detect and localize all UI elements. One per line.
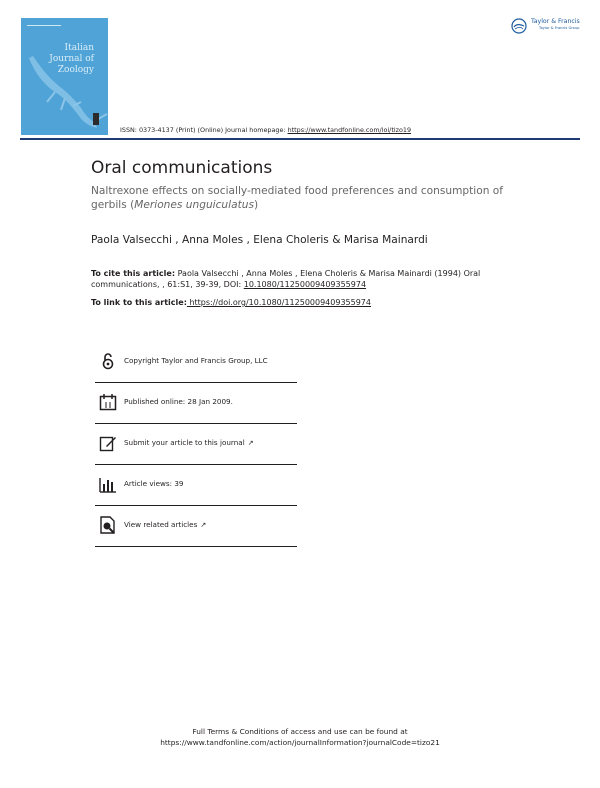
subtitle-end: ) [253,199,259,211]
info-row-copyright [95,341,297,383]
footer-terms [0,726,600,748]
external-link-icon: ↗ [200,521,207,529]
info-row-submit[interactable] [95,423,297,465]
calendar-icon [99,393,117,411]
journal-homepage-link[interactable]: https://www.tandfonline.com/loi/tizo19 [287,126,412,134]
related-articles-icon [99,516,117,534]
footer-line-1: Full Terms & Conditions of access and use can be found at [192,727,408,736]
link-label: To link to this article: [91,298,187,307]
article-subtitle [91,184,531,212]
submit-article-link[interactable] [124,438,254,447]
bar-chart-icon [99,475,117,493]
citation-text: Paola Valsecchi , Anna Moles , Elena Choleris & Marisa Mainardi (1994) Oral communications, , 61:S1, 39-39, DOI: [91,269,481,289]
open-access-icon [99,352,117,370]
external-link-icon: ↗ [247,439,254,447]
publisher-logo-subtext: Taylor & Francis Group [539,26,580,30]
edit-icon [99,434,117,452]
info-row-related[interactable] [95,505,297,547]
publisher-logo-icon [511,18,527,34]
issn-line [120,126,411,134]
citation-label: To cite this article: [91,269,176,278]
article-link-line [91,298,371,307]
header-divider [20,138,580,140]
copyright-text: Copyright Taylor and Francis Group, LLC [124,356,268,365]
article-authors: Paola Valsecchi , Anna Moles , Elena Choleris & Marisa Mainardi [91,234,428,246]
lizard-illustration [21,18,108,135]
publisher-logo [511,16,586,38]
submit-text: Submit your article to this journal [124,438,245,447]
subtitle-species: Meriones unguiculatus [134,199,254,211]
subtitle-main: Naltrexone effects on socially-mediated food preferences and consumption of gerbils ( [91,185,504,211]
published-date-text: Published online: 28 Jan 2009. [124,397,233,406]
publisher-logo-text: Taylor & Francis [531,18,580,25]
cover-title-line: Journal of [49,54,94,64]
related-text: View related articles [124,520,198,529]
article-title: Oral communications [91,158,273,178]
journal-cover-image[interactable] [21,18,108,135]
cover-title-line: Zoology [57,65,94,75]
related-articles-link[interactable] [124,520,206,529]
citation [91,268,531,290]
issn-text: ISSN: 0373-4137 (Print) (Online) Journal homepage: [120,126,288,134]
doi-link[interactable]: 10.1080/11250009409355974 [243,280,367,289]
article-views-text: Article views: 39 [124,479,184,488]
info-row-published [95,382,297,424]
article-url-link[interactable]: https://doi.org/10.1080/11250009409355974 [186,298,371,307]
cover-title-line: Italian [64,43,94,53]
info-row-views [95,464,297,506]
footer-terms-link[interactable]: https://www.tandfonline.com/action/journalInformation?journalCode=tizo21 [160,738,440,747]
